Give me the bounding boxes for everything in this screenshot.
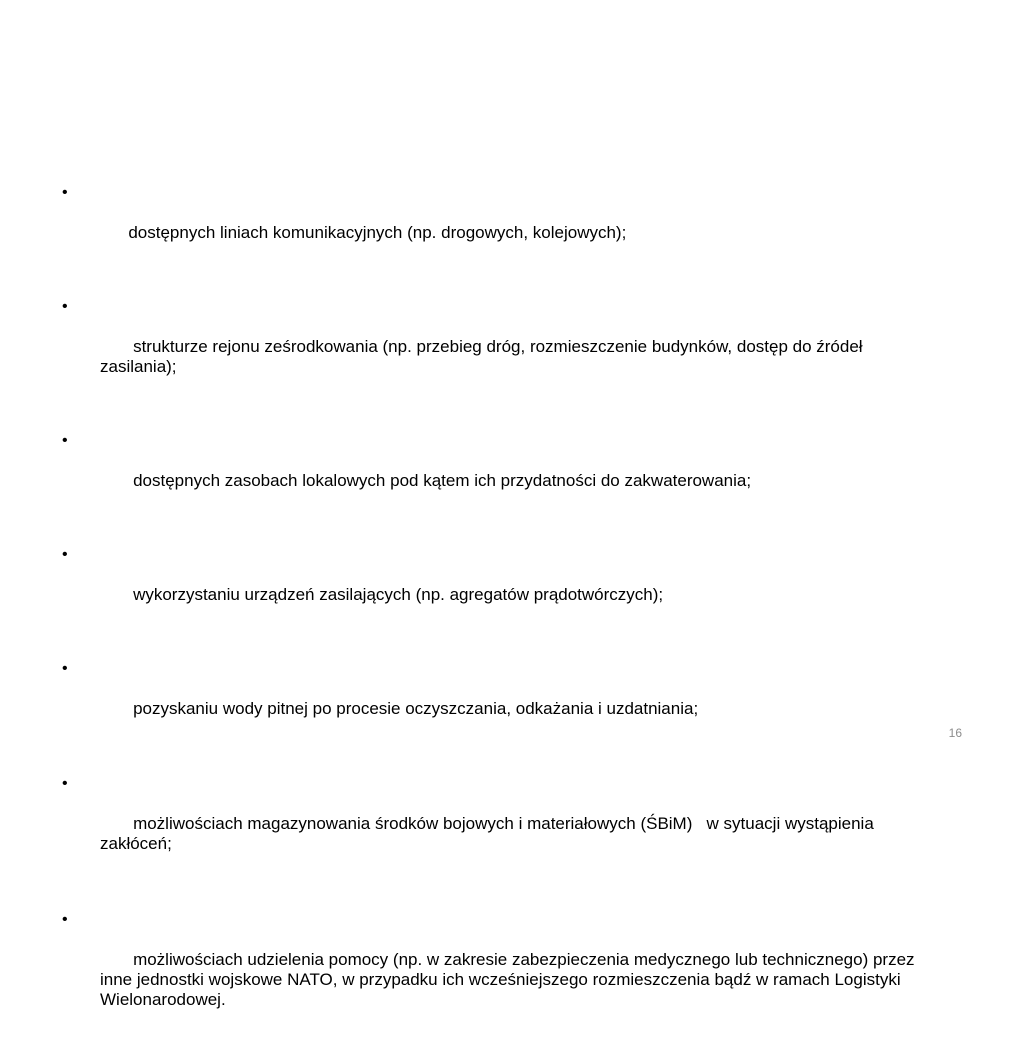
bullet-icon: • bbox=[62, 546, 68, 563]
list-item-text: strukturze rejonu ześrodkowania (np. przebieg dróg, rozmieszczenie budynków, dostęp do źródeł zasilania); bbox=[100, 337, 868, 376]
list-item bbox=[62, 297, 942, 397]
bullet-icon: • bbox=[62, 660, 68, 677]
list-item-text: pozyskaniu wody pitnej po procesie oczyszczania, odkażania i uzdatniania; bbox=[128, 699, 699, 718]
bullet-icon: • bbox=[62, 911, 68, 928]
list-item bbox=[62, 659, 942, 739]
bullet-icon: • bbox=[62, 775, 68, 792]
bullet-list bbox=[62, 183, 942, 1064]
list-item-text: możliwościach magazynowania środków bojowych i materiałowych (ŚBiM) w sytuacji wystąpienia zakłóceń; bbox=[100, 814, 879, 853]
list-item-text: dostępnych liniach komunikacyjnych (np. drogowych, kolejowych); bbox=[128, 223, 627, 242]
list-item bbox=[62, 910, 942, 1030]
list-item-text: dostępnych zasobach lokalowych pod kątem ich przydatności do zakwaterowania; bbox=[128, 471, 752, 490]
bullet-icon: • bbox=[62, 184, 68, 201]
list-item-text: możliwościach udzielenia pomocy (np. w zakresie zabezpieczenia medycznego lub technicznego) przez inne jednostki wojskowe NATO, w przypadku ich wcześniejszego rozmieszczenia bądź w ramach Logistyki Wielonarodowej. bbox=[100, 950, 920, 1009]
list-item bbox=[62, 545, 942, 625]
list-item bbox=[62, 774, 942, 874]
bullet-icon: • bbox=[62, 432, 68, 449]
page-number: 16 bbox=[948, 726, 962, 740]
list-item bbox=[62, 183, 942, 263]
list-item-text: wykorzystaniu urządzeń zasilających (np. agregatów prądotwórczych); bbox=[128, 585, 664, 604]
list-item bbox=[62, 431, 942, 511]
bullet-icon: • bbox=[62, 298, 68, 315]
